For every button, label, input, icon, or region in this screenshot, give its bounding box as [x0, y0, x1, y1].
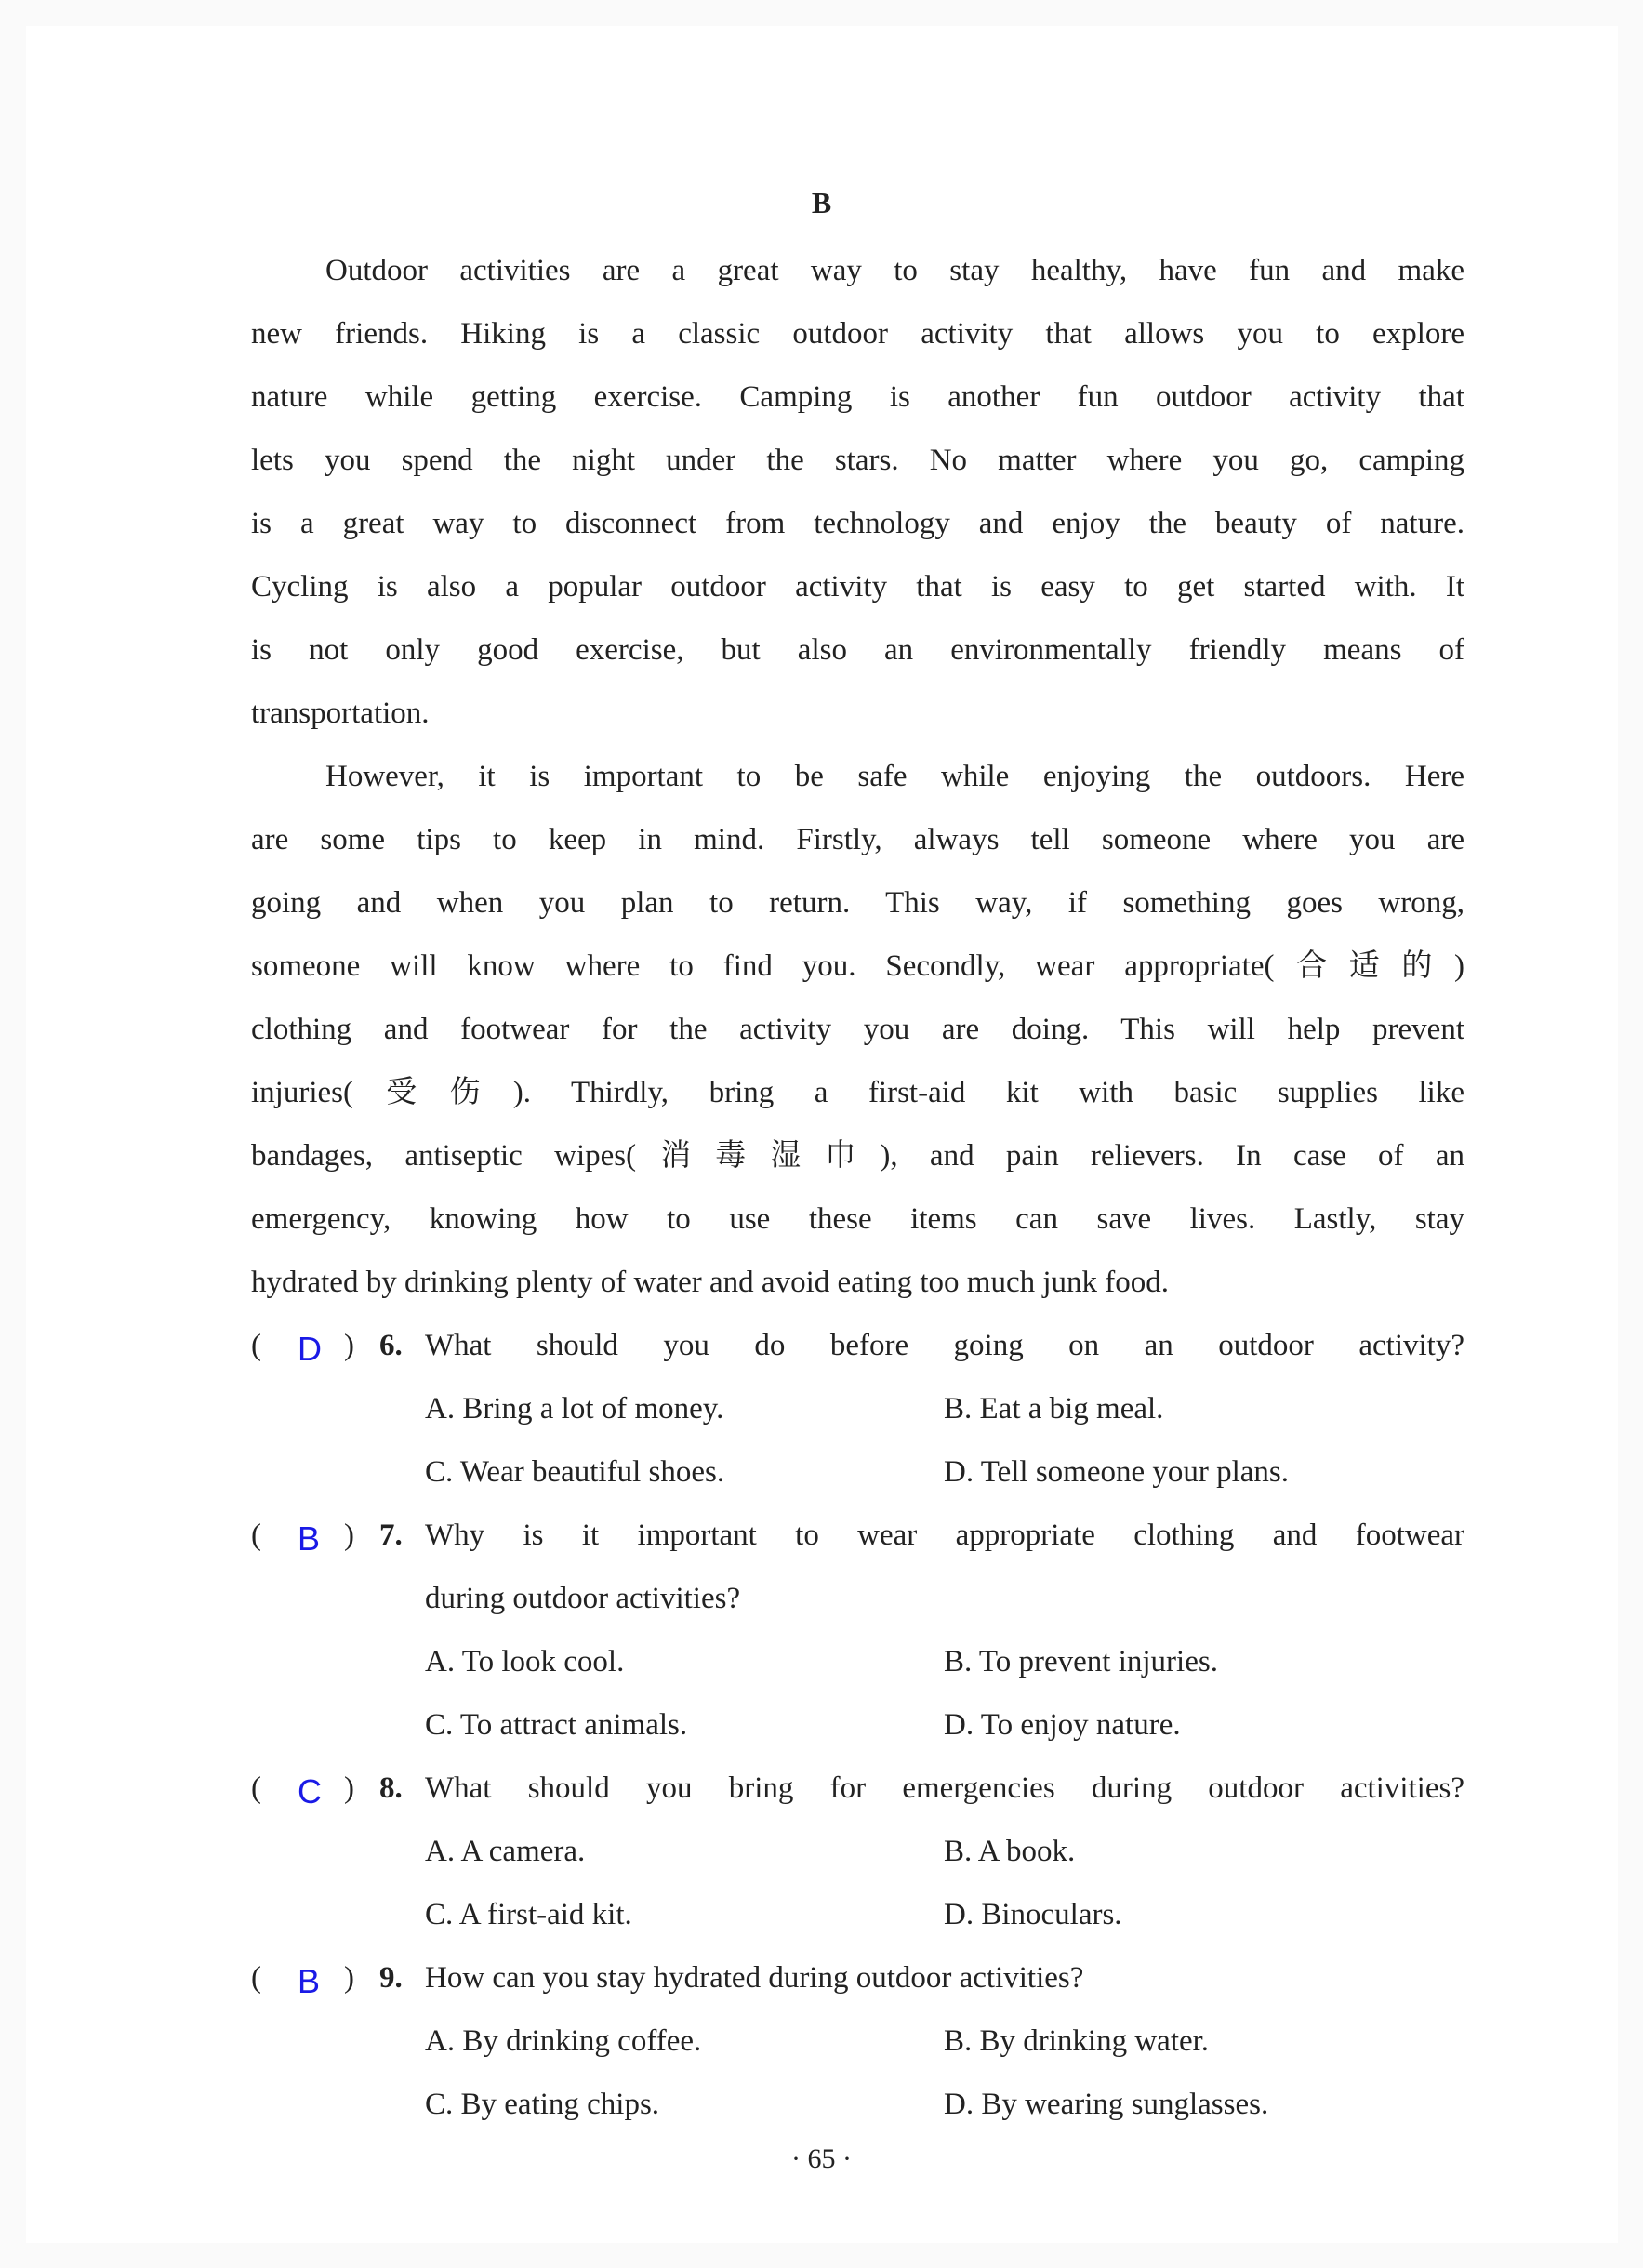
question-row: [251, 1757, 1464, 1820]
option: B. Eat a big meal.: [944, 1392, 1164, 1426]
question-row: [251, 1946, 1464, 2009]
option: A. To look cool.: [425, 1645, 625, 1678]
options-row: [251, 1377, 1464, 1440]
paren-open: (: [251, 1519, 261, 1552]
answer-mark: B: [298, 1519, 321, 1558]
answer-mark: D: [298, 1330, 322, 1368]
question-row: [251, 1567, 1464, 1630]
paragraph-line: Cycling is also a popular outdoor activity that is easy to get started with. It: [251, 570, 1464, 603]
question-row: [251, 1504, 1464, 1567]
option: D. By wearing sunglasses.: [944, 2088, 1269, 2121]
options-row: [251, 1693, 1464, 1757]
paragraph-line: is a great way to disconnect from technology and enjoy the beauty of nature.: [251, 507, 1464, 540]
paragraph-line: someone will know where to find you. Secondly, wear appropriate(合适的): [251, 949, 1464, 983]
option: B. By drinking water.: [944, 2024, 1210, 2058]
options-row: [251, 2009, 1464, 2073]
paragraph-line: new friends. Hiking is a classic outdoor activity that allows you to explore: [251, 317, 1464, 351]
question-number: 7.: [379, 1519, 403, 1552]
paragraph-line: injuries(受伤). Thirdly, bring a first-aid kit with basic supplies like: [251, 1076, 1464, 1109]
paren-open: (: [251, 1961, 261, 1995]
option: D. Binoculars.: [944, 1898, 1122, 1931]
option: C. To attract animals.: [425, 1708, 688, 1742]
paren-close: ): [344, 1519, 354, 1552]
paragraph-line: is not only good exercise, but also an environmentally friendly means of: [251, 633, 1464, 667]
paren-open: (: [251, 1329, 261, 1362]
paren-close: ): [344, 1329, 354, 1362]
section-title: B: [811, 186, 832, 219]
question-text: How can you stay hydrated during outdoor activities?: [425, 1961, 1084, 1995]
option: B. To prevent injuries.: [944, 1645, 1218, 1678]
paragraph-line: going and when you plan to return. This way, if something goes wrong,: [251, 886, 1464, 920]
paragraph-line: bandages, antiseptic wipes(消毒湿巾), and pain relievers. In case of an: [251, 1139, 1464, 1173]
option: A. By drinking coffee.: [425, 2024, 702, 2058]
answer-mark: B: [298, 1962, 321, 2000]
options-row: [251, 1820, 1464, 1883]
paren-close: ): [344, 1771, 354, 1805]
question-text: during outdoor activities?: [425, 1582, 741, 1615]
question-number: 9.: [379, 1961, 403, 1995]
paragraph-line: transportation.: [251, 696, 430, 730]
options-row: [251, 2073, 1464, 2136]
question-text: Why is it important to wear appropriate clothing and footwear: [425, 1519, 1464, 1552]
question-text: What should you bring for emergencies during outdoor activities?: [425, 1771, 1464, 1805]
paragraph-line: are some tips to keep in mind. Firstly, always tell someone where you are: [251, 823, 1464, 856]
option: C. Wear beautiful shoes.: [425, 1455, 725, 1489]
question-number: 8.: [379, 1771, 403, 1805]
option: A. Bring a lot of money.: [425, 1392, 724, 1426]
paren-close: ): [344, 1961, 354, 1995]
paragraph-line: Outdoor activities are a great way to stay healthy, have fun and make: [325, 254, 1464, 287]
paren-open: (: [251, 1771, 261, 1805]
option: C. A first-aid kit.: [425, 1898, 632, 1931]
paragraph-line: However, it is important to be safe while enjoying the outdoors. Here: [325, 760, 1464, 793]
option: D. To enjoy nature.: [944, 1708, 1181, 1742]
paragraph-line: emergency, knowing how to use these items can save lives. Lastly, stay: [251, 1202, 1464, 1236]
option: B. A book.: [944, 1835, 1076, 1868]
question-text: What should you do before going on an outdoor activity?: [425, 1329, 1464, 1362]
paragraph-line: hydrated by drinking plenty of water and avoid eating too much junk food.: [251, 1266, 1170, 1299]
reading-body: [251, 239, 1464, 2136]
question-row: [251, 1314, 1464, 1377]
answer-mark: C: [298, 1772, 322, 1810]
options-row: [251, 1440, 1464, 1504]
option: C. By eating chips.: [425, 2088, 660, 2121]
question-number: 6.: [379, 1329, 403, 1362]
paragraph-line: lets you spend the night under the stars. No matter where you go, camping: [251, 444, 1464, 477]
paragraph-line: clothing and footwear for the activity you are doing. This will help prevent: [251, 1013, 1464, 1046]
page-number: · 65 ·: [791, 2143, 852, 2174]
paragraph-line: nature while getting exercise. Camping is another fun outdoor activity that: [251, 380, 1464, 414]
option: A. A camera.: [425, 1835, 586, 1868]
option: D. Tell someone your plans.: [944, 1455, 1290, 1489]
options-row: [251, 1883, 1464, 1946]
options-row: [251, 1630, 1464, 1693]
